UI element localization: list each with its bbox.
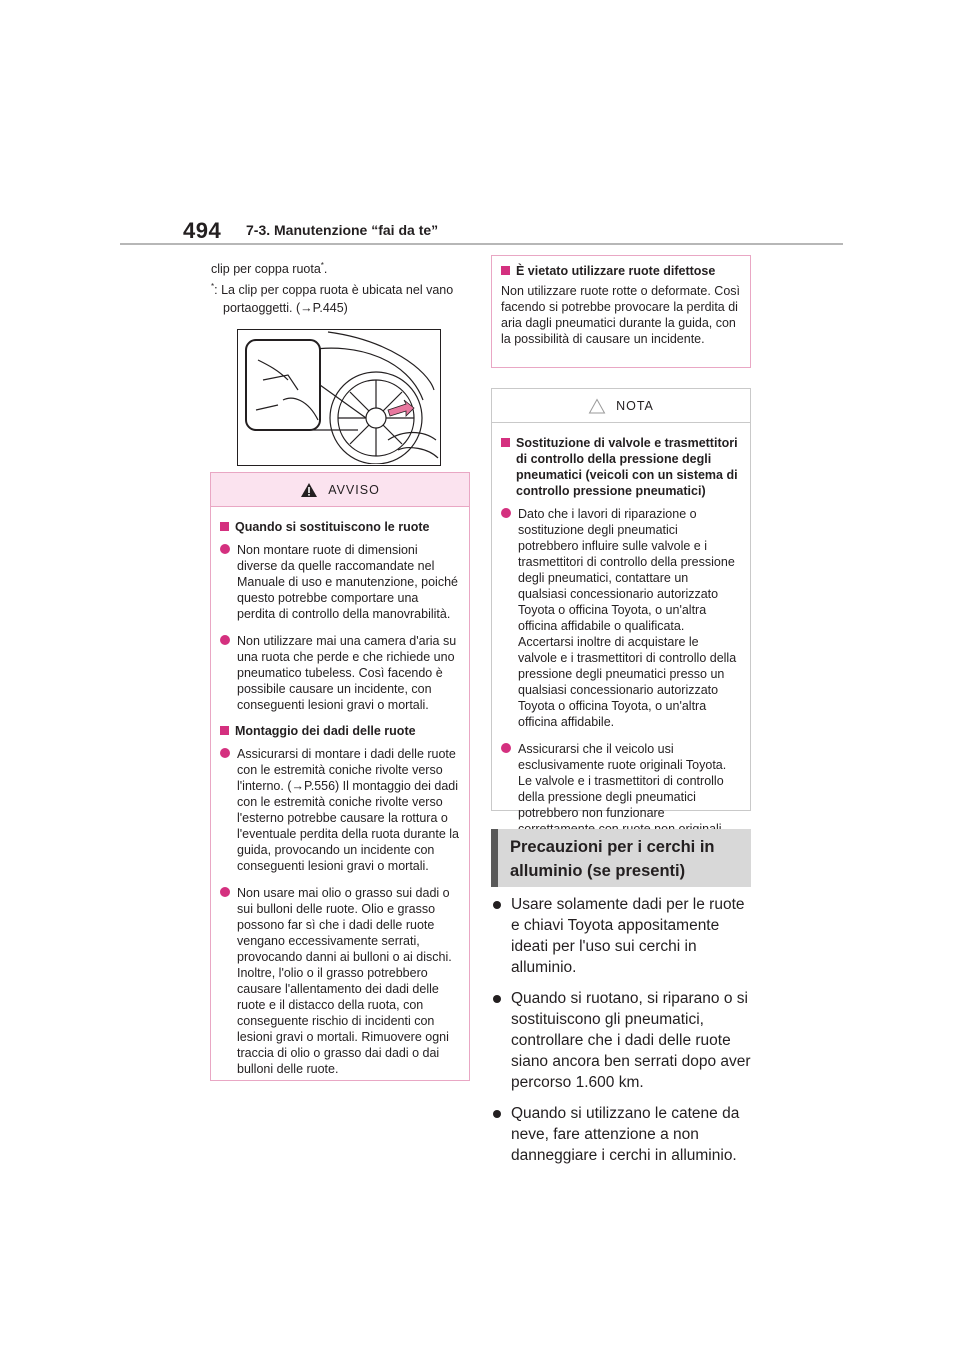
- bullet-text: Non montare ruote di dimensioni diverse da quelle raccomandate nel Manuale di uso e manutenzione, poiché questo potrebbe comportare una perdita di controllo della manovrabilità.: [237, 543, 458, 621]
- square-bullet-icon: [501, 438, 510, 447]
- note-box-title: NOTA: [616, 398, 654, 413]
- intro-line: [211, 257, 471, 278]
- warning-box: [210, 472, 470, 1081]
- round-bullet-icon: [220, 887, 230, 897]
- note-box: [491, 388, 751, 820]
- bullet-dot-icon: [493, 1110, 501, 1118]
- subheading-text: Sostituzione di valvole e trasmettitori di controllo della pressione degli pneumatici (veicoli con un sistema di controllo pressione pneumatici): [516, 436, 738, 498]
- warning-subheading: [220, 519, 459, 535]
- list-item: [491, 988, 753, 1093]
- warning-bullet: [220, 542, 459, 622]
- square-bullet-icon: [220, 726, 229, 735]
- page-number: 494: [183, 218, 222, 243]
- round-bullet-icon: [220, 544, 230, 554]
- alloy-wheels-heading: [491, 829, 751, 887]
- round-bullet-icon: [501, 508, 511, 518]
- warning-box-body: [211, 507, 469, 1085]
- defective-wheels-body: [492, 256, 750, 355]
- header-divider: [120, 243, 843, 245]
- list-item-text: Usare solamente dadi per le ruote e chiavi Toyota appositamente ideati per l'uso sui cerchi in alluminio.: [511, 896, 745, 976]
- bullet-dot-icon: [493, 995, 501, 1003]
- footnote-marker: *: [320, 261, 324, 270]
- square-bullet-icon: [220, 522, 229, 531]
- note-box-header: [492, 389, 750, 423]
- warning-bullet: [220, 885, 459, 1077]
- bullet-text: Assicurarsi di montare i dadi delle ruote con le estremità coniche rivolte verso l'interno. (→P.556) Il montaggio dei dadi con le estremità coniche rivolte verso l'esterno potrebbe causare la rottura o l'eventuale perdita della ruota durante la guida, provocando un incidente con conseguenti lesioni gravi o mortali.: [237, 747, 459, 873]
- round-bullet-icon: [220, 748, 230, 758]
- warning-bullet: [220, 746, 459, 874]
- bullet-text: Assicurarsi che il veicolo usi esclusivamente ruote originali Toyota. Le valvole e i trasmettitori di controllo della pressione degli pneumatici potrebbero non funzionare: [518, 742, 727, 820]
- wheel-illustration-icon: [238, 330, 439, 464]
- footnote-reference: portaoggetti. (→P.445): [223, 301, 348, 316]
- warning-box-header: [211, 473, 469, 507]
- bullet-dot-icon: [493, 901, 501, 909]
- footnote: [211, 278, 471, 317]
- note-box-body: [492, 423, 750, 845]
- note-bullet: [501, 506, 740, 730]
- square-bullet-icon: [501, 266, 510, 275]
- warning-bullet: [220, 633, 459, 713]
- footnote-text: : La clip per coppa ruota è ubicata nel vano: [214, 283, 454, 298]
- round-bullet-icon: [220, 635, 230, 645]
- caution-outline-icon: [588, 398, 606, 414]
- alloy-precautions-list: [491, 884, 753, 1166]
- note-bullet: [501, 741, 740, 837]
- subheading-text: È vietato utilizzare ruote difettose: [516, 264, 716, 278]
- note-subheading: [501, 435, 740, 499]
- warning-subheading: [220, 723, 459, 739]
- round-bullet-icon: [501, 743, 511, 753]
- defective-wheels-text: Non utilizzare ruote rotte o deformate. Così facendo si potrebbe provocare la perdita di aria dagli pneumatici durante la guida, con la possibilità di causare un incidente.: [501, 284, 741, 346]
- list-item: [491, 1103, 753, 1166]
- bullet-text: Dato che i lavori di riparazione o sostituzione degli pneumatici potrebbero influire sulle valvole e i trasmettitori di controllo della pressione degli pneumatici, contattare un qualsiasi concessionario autorizzato Toyota o officina Toyota, o un'altra officina affidabile o qualificata. Accertarsi inoltre di acquistare le valvole e i trasmettitori di controllo della pressione degli pneumatici presso un qualsiasi concessionario autorizzato Toyota o officina Toyota, o un'altra officina affidabile.: [518, 507, 737, 729]
- list-item: [491, 894, 753, 978]
- section-title: 7-3. Manutenzione “fai da te”: [246, 222, 439, 238]
- intro-period: .: [323, 262, 328, 277]
- warning-subheading: [501, 263, 740, 279]
- list-item-text: Quando si ruotano, si riparano o si sostituiscono gli pneumatici, controllare che i dadi delle ruote siano ancora ben serrati dopo aver percorso 1.600 km.: [511, 990, 751, 1091]
- alloy-heading-text: Precauzioni per i cerchi in alluminio (se presenti): [510, 838, 715, 880]
- wheel-cover-clip-illustration: [237, 329, 441, 466]
- bullet-text: Non utilizzare mai una camera d'aria su una ruota che perde e che richiede uno pneumatico tubeless. Così facendo è possibile causare un incidente, con conseguenti lesioni gravi o mortali.: [237, 634, 457, 712]
- warning-triangle-icon: [300, 482, 318, 498]
- subheading-text: Montaggio dei dadi delle ruote: [235, 724, 416, 738]
- bullet-text: Non usare mai olio o grasso sui dadi o sui bulloni delle ruote. Olio e grasso possono far sì che i dadi delle ruote vengano eccessivamente serrati, provocando danni ai bulloni o ai dischi. Inoltre, l'olio o il grasso potrebbero causare l'allentamento dei dadi delle ruote e il distacco della ruota, con conseguente rischio di incidenti con lesioni gravi o mortali. Rimuovere ogni traccia di olio o grasso dai dadi o dai bulloni delle ruote.: [237, 886, 452, 1076]
- intro-text: [211, 257, 471, 317]
- defective-wheels-warning: [491, 255, 751, 368]
- list-item-text: Quando si utilizzano le catene da neve, fare attenzione a non danneggiare i cerchi in alluminio.: [511, 1105, 740, 1164]
- intro-text-main: clip per coppa ruota: [211, 262, 321, 277]
- warning-box-title: AVVISO: [328, 482, 380, 497]
- footnote-mark: *: [211, 282, 215, 292]
- subheading-text: Quando si sostituiscono le ruote: [235, 520, 430, 534]
